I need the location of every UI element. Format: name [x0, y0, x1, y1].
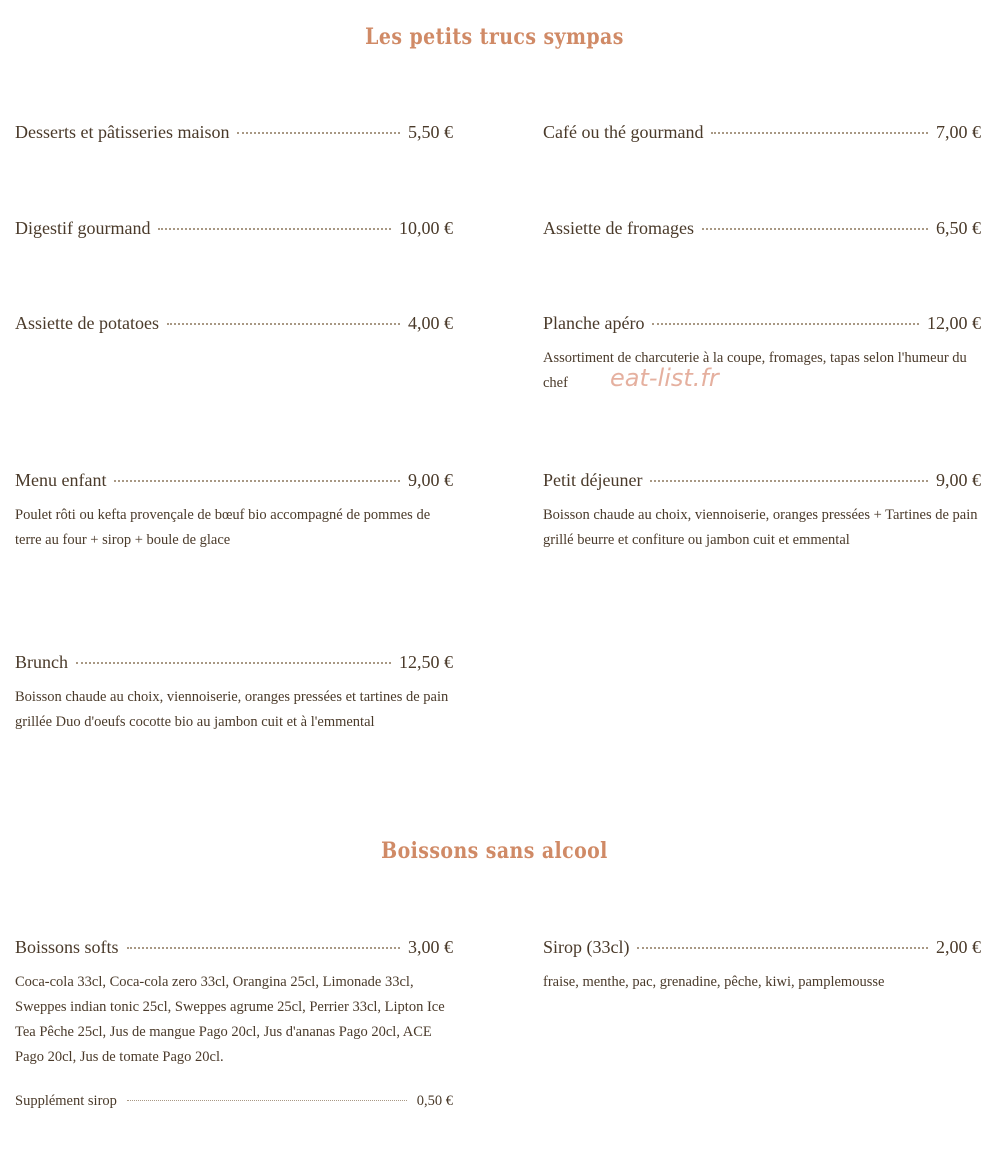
section-title-boissons: Boissons sans alcool: [381, 838, 608, 864]
item-name: Brunch: [15, 652, 68, 672]
menu-item-supplement-sirop: [15, 1089, 453, 1113]
item-price: 9,00 €: [408, 470, 453, 490]
menu-item-planche: [543, 311, 981, 396]
item-description: Boisson chaude au choix, viennoiserie, oranges pressées + Tartines de pain grillé beurre et confiture ou jambon cuit et emmental: [543, 507, 978, 548]
dot-leader: [702, 227, 928, 230]
item-description: Poulet rôti ou kefta provençale de bœuf bio accompagné de pommes de terre au four + sirop + boule de glace: [15, 507, 431, 548]
item-name: Menu enfant: [15, 470, 107, 490]
item-name: Café ou thé gourmand: [543, 122, 704, 142]
dot-leader: [114, 479, 400, 482]
item-description: Assortiment de charcuterie à la coupe, fromages, tapas selon l'humeur du chef: [543, 350, 967, 391]
dot-leader: [711, 131, 928, 134]
item-price: 5,50 €: [408, 122, 453, 142]
item-price: 6,50 €: [936, 218, 981, 238]
watermark: eat-list.fr: [610, 364, 719, 392]
item-description: Coca-cola 33cl, Coca-cola zero 33cl, Orangina 25cl, Limonade 33cl, Sweppes indian tonic 25cl, Sweppes agrume 25cl, Perrier 33cl, Lipton Ice Tea Pêche 25cl, Jus de mangue Pago 20cl, Jus d'ananas Pago 20cl, ACE Pago 20cl, Jus de tomate Pago 20cl.: [15, 974, 445, 1065]
menu-item-fromages: [543, 216, 981, 240]
dot-leader: [637, 946, 928, 949]
dot-leader: [158, 227, 391, 230]
item-name: Assiette de fromages: [543, 218, 694, 238]
menu-item-softs: [15, 935, 453, 1070]
dot-leader: [127, 1099, 407, 1101]
item-price: 3,00 €: [408, 937, 453, 957]
item-name: Petit déjeuner: [543, 470, 643, 490]
menu-item-cafe: [543, 120, 981, 144]
item-name: Supplément sirop: [15, 1093, 117, 1109]
menu-item-brunch: [15, 650, 453, 735]
dot-leader: [167, 322, 400, 325]
item-name: Sirop (33cl): [543, 937, 630, 957]
item-price: 12,50 €: [399, 652, 453, 672]
item-price: 9,00 €: [936, 470, 981, 490]
menu-item-digestif: [15, 216, 453, 240]
item-description: Boisson chaude au choix, viennoiserie, oranges pressées et tartines de pain grillée Duo d'oeufs cocotte bio au jambon cuit et à l'emmental: [15, 689, 449, 730]
item-price: 4,00 €: [408, 313, 453, 333]
item-description: fraise, menthe, pac, grenadine, pêche, kiwi, pamplemousse: [543, 974, 885, 990]
menu-item-petit-dejeuner: [543, 468, 981, 553]
section-title-petits-trucs: Les petits trucs sympas: [365, 24, 624, 50]
item-name: Assiette de potatoes: [15, 313, 159, 333]
item-name: Desserts et pâtisseries maison: [15, 122, 230, 142]
item-price: 2,00 €: [936, 937, 981, 957]
item-price: 0,50 €: [416, 1093, 453, 1109]
menu-item-desserts: [15, 120, 453, 144]
item-price: 12,00 €: [927, 313, 981, 333]
dot-leader: [652, 322, 919, 325]
dot-leader: [76, 661, 391, 664]
item-name: Digestif gourmand: [15, 218, 151, 238]
item-name: Boissons softs: [15, 937, 119, 957]
dot-leader: [237, 131, 400, 134]
dot-leader: [127, 946, 400, 949]
menu-item-potatoes: [15, 311, 453, 335]
menu-item-sirop: [543, 935, 981, 995]
item-price: 7,00 €: [936, 122, 981, 142]
item-name: Planche apéro: [543, 313, 645, 333]
dot-leader: [650, 479, 928, 482]
menu-item-menu-enfant: [15, 468, 453, 553]
item-price: 10,00 €: [399, 218, 453, 238]
